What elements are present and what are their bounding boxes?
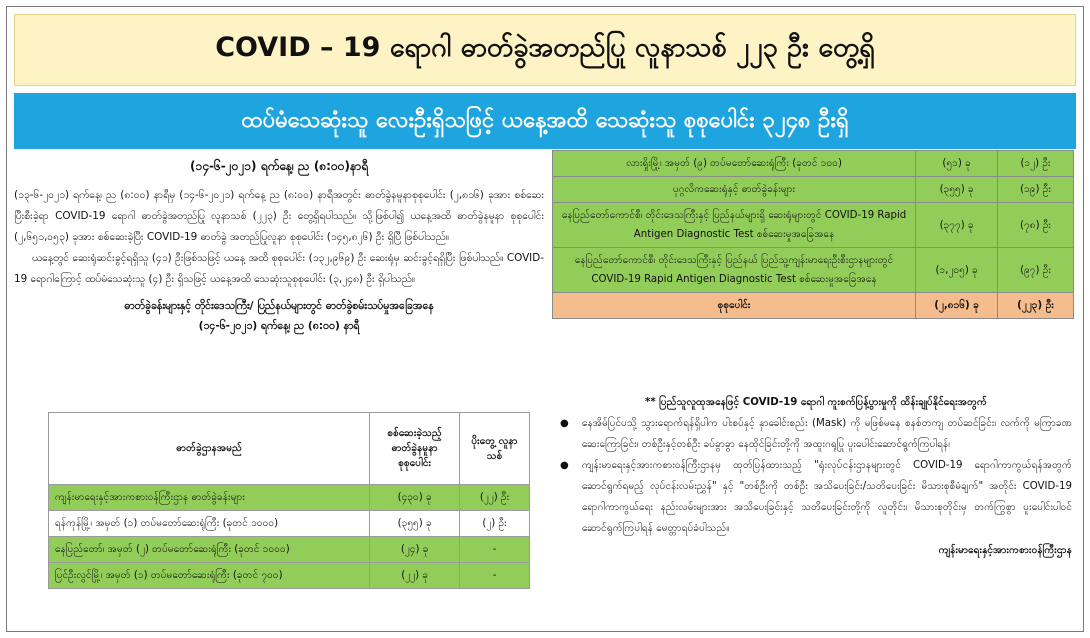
header-lab-name: ဓာတ်ခွဲဌာနအမည် xyxy=(49,413,370,485)
notes-heading: ** ပြည်သူလူထုအနေဖြင့် COVID-19 ရောဂါ ကူးစက်ပြန့်ပွားမှုကို ထိန်းချုပ်နိုင်ရေးအတွက် xyxy=(645,397,987,408)
headline-subtitle: ထပ်မံသေဆုံးသူ လေးဦးရှိသဖြင့် ယနေ့အထိ သေဆုံးသူ စုစုပေါင်း ၃၂၄၈ ဦးရှိ xyxy=(14,93,1076,149)
lab-name: ကျန်းမာရေးနှင့်အားကစားဝန်ကြီးဌာန ဓာတ်ခွဲခန်းများ xyxy=(49,485,370,511)
bullet-icon: ● xyxy=(560,418,569,429)
samples-count: (၄၃၀) ခု xyxy=(370,485,460,511)
report-body xyxy=(14,185,544,290)
lab-name: ရန်ကုန်မြို့၊ အမှတ် (၁) တပ်မတော်ဆေးရုံကြီး (ခုတင် ၁၀၀၀) xyxy=(49,511,370,537)
ministry-signature: ကျန်းမာရေးနှင့်အားကစားဝန်ကြီးဌာန xyxy=(938,545,1072,556)
new-cases-count: - xyxy=(460,563,530,589)
lab-name: ပြင်ဦးလွင်မြို့၊ အမှတ် (၁) တပ်မတော်ဆေးရုံကြီး (ခုတင် ၇၀၀) xyxy=(49,563,370,589)
note-item xyxy=(560,455,1072,539)
table-row xyxy=(49,537,530,563)
lab-name: လားရှိုးမြို့၊ အမှတ် (၉) တပ်မတော်ဆေးရုံကြီး (ခုတင် ၁၀၀) xyxy=(553,151,916,177)
samples-count: (၃၇၇) ခု xyxy=(916,203,998,248)
header-samples: စစ်ဆေးခဲ့သည့် ဓာတ်ခွဲနမူနာ စုစုပေါင်း xyxy=(370,413,460,485)
new-cases-count: (၁၉) ဦး xyxy=(998,177,1074,203)
lab-name: နေပြည်တော်ကောင်စီ၊ တိုင်းဒေသကြီးနှင့် ပြည်နယ် ပြည်သူ့ကျန်းမာရေးဦးစီးဌာနများတွင် COVID-19 Rapid Antigen Diagnostic Test စစ်ဆေးမှုအခြေအနေ xyxy=(553,248,916,293)
new-cases-count: (၂) ဦး xyxy=(460,511,530,537)
samples-count: (၃၅၅) ခု xyxy=(916,177,998,203)
total-row xyxy=(553,293,1074,319)
samples-count: (၂၂) ခု xyxy=(370,563,460,589)
paragraph-2: ယနေ့တွင် ဆေးရုံဆင်းခွင့်ရရှိသူ (၄၁) ဦးဖြစ်သဖြင့် ယနေ့ အထိ စုစုပေါင်း (၁၃၂,၉၆၉) ဦး ဆေးရုံမှ ဆင်းခွင့်ရရှိပြီး ဖြစ်ပါသည်။ COVID-19 ရောဂါကြောင့် ထပ်မံသေဆုံးသူ (၄) ဦး ရှိသဖြင့် ယနေ့အထိ သေဆုံးသူစုစုပေါင်း (၃,၂၄၈) ဦး ရှိပါသည်။ xyxy=(14,252,544,285)
headline-title: COVID – 19 ရောဂါ ဓာတ်ခွဲအတည်ပြု လူနာသစ် ၂၂၃ ဦး တွေ့ရှိ xyxy=(14,14,1076,86)
lab-test-table xyxy=(48,412,530,589)
regional-test-table xyxy=(552,150,1074,319)
paragraph-1: (၁၃-၆-၂၀၂၁) ရက်နေ့၊ ည (၈:၀၀) နာရီမှ (၁၄-၆-၂၀၂၁) ရက်နေ့ ည (၈:၀၀) နာရီအတွင်း ဓာတ်ခွဲနမူနာစုစုပေါင်း (၂,၈၁၆) ခုအား စစ်ဆေးပြီးစီးခဲ့ရာ COVID-19 ရောဂါ ဓာတ်ခွဲအတည်ပြု လူနာသစ် (၂၂၃) ဦး တွေ့ရှိရပါသည်။ သို့ဖြစ်ပါ၍ ယနေ့အထိ ဓာတ်ခွဲနမူနာ စုစုပေါင်း (၂,၆၅၁,၀၅၃) ခုအား စစ်ဆေးခဲ့ပြီး COVID-19 ဓာတ်ခွဲ အတည်ပြုလူနာ စုစုပေါင်း (၁၄၅,၈၂၆) ဦး ရှိပြီ ဖြစ်ပါသည်။ xyxy=(14,189,544,243)
header-new-cases: ပိုးတွေ့ လူနာသစ် xyxy=(460,413,530,485)
caption-line-1: ဓာတ်ခွဲခန်းများနှင့် တိုင်းဒေသကြီး/ ပြည်နယ်များတွင် ဓာတ်ခွဲစမ်းသပ်မှုအခြေအနေ xyxy=(124,300,434,312)
lab-name: နေပြည်တော်ကောင်စီ၊ တိုင်းဒေသကြီးနှင့် ပြည်နယ်များရှိ ဆေးရုံများတွင် COVID-19 Rapid Antigen Diagnostic Test စစ်ဆေးမှုအခြေအနေ xyxy=(553,203,916,248)
new-cases-count: (၁၂) ဦး xyxy=(998,151,1074,177)
total-label: စုစုပေါင်း xyxy=(553,293,916,319)
note-text: ကျန်းမာရေးနှင့်အားကစားဝန်ကြီးဌာနမှ ထုတ်ပြန်ထားသည့် "ရုံးလုပ်ငန်းဌာနများတွင် COVID-19 ရောဂါကာကွယ်ရန်အတွက် ဆောင်ရွက်ရမည့် လုပ်ငန်းလမ်းညွှန်" နှင့် "တစ်ဦးကို တစ်ဦး အသိပေးခြင်း/သတိပေးခြင်း မိသားစုစီမံချက်" အတိုင်း COVID-19 ရောဂါကာကွယ်ရေး နည်းလမ်းများအား အသိပေးခြင်းနှင့် သတိပေးခြင်းတို့ကို လူတိုင်း၊ မိသားစုတိုင်းမှ တက်ကြွစွာ ပူးပေါင်းပါဝင် ဆောင်ရွက်ကြပါရန် မေတ္တာရပ်ခံပါသည်။ xyxy=(582,460,1072,534)
table-row xyxy=(553,177,1074,203)
new-cases-count: (၂၂) ဦး xyxy=(460,485,530,511)
samples-count: (၁,၂၀၅) ခု xyxy=(916,248,998,293)
samples-count: (၂၄) ခု xyxy=(370,537,460,563)
caption-line-2: (၁၄-၆-၂၀၂၁) ရက်နေ့၊ ည (၈:၀၀) နာရီ xyxy=(198,320,360,332)
bullet-icon: ● xyxy=(560,460,569,471)
samples-count: (၅၁) ခု xyxy=(916,151,998,177)
total-samples: (၂,၈၁၆) ခု xyxy=(916,293,998,319)
report-date: (၁၄-၆-၂၀၂၁) ရက်နေ့၊ ည (၈:၀၀)နာရီ xyxy=(189,159,369,173)
table-row xyxy=(553,151,1074,177)
lab-name: နေပြည်တော်၊ အမှတ် (၂) တပ်မတော်ဆေးရုံကြီး (ခုတင် ၁၀၀၀) xyxy=(49,537,370,563)
new-cases-count: (၇၈) ဦး xyxy=(998,203,1074,248)
new-cases-count: (၉၇) ဦး xyxy=(998,248,1074,293)
note-item xyxy=(560,413,1072,455)
table-row xyxy=(553,248,1074,293)
note-text: နေအိမ်ပြင်ပသို့ သွားရောက်ရန်ရှိပါက ပါးစပ်နှင့် နှာခေါင်းစည်း (Mask) ကို မဖြစ်မနေ စနစ်တကျ တပ်ဆင်ခြင်း၊ လက်ကို မကြာခဏဆေးကြောခြင်း၊ တစ်ဦးနှင့်တစ်ဦး ခပ်ခွာခွာ နေထိုင်ခြင်းတို့ကို အထူးဂရုပြု ပူးပေါင်းဆောင်ရွက်ကြပါရန်၊ xyxy=(582,418,1072,450)
table-row xyxy=(49,511,530,537)
advisory-notes xyxy=(560,392,1072,561)
table-row xyxy=(49,563,530,589)
table-row xyxy=(49,485,530,511)
left-column xyxy=(14,156,544,336)
lab-name: ပုဂ္ဂလိကဆေးရုံနှင့် ဓာတ်ခွဲခန်းများ xyxy=(553,177,916,203)
samples-count: (၃၅၅) ခု xyxy=(370,511,460,537)
total-cases: (၂၂၃) ဦး xyxy=(998,293,1074,319)
table-caption xyxy=(14,296,544,336)
table-row xyxy=(553,203,1074,248)
new-cases-count: - xyxy=(460,537,530,563)
